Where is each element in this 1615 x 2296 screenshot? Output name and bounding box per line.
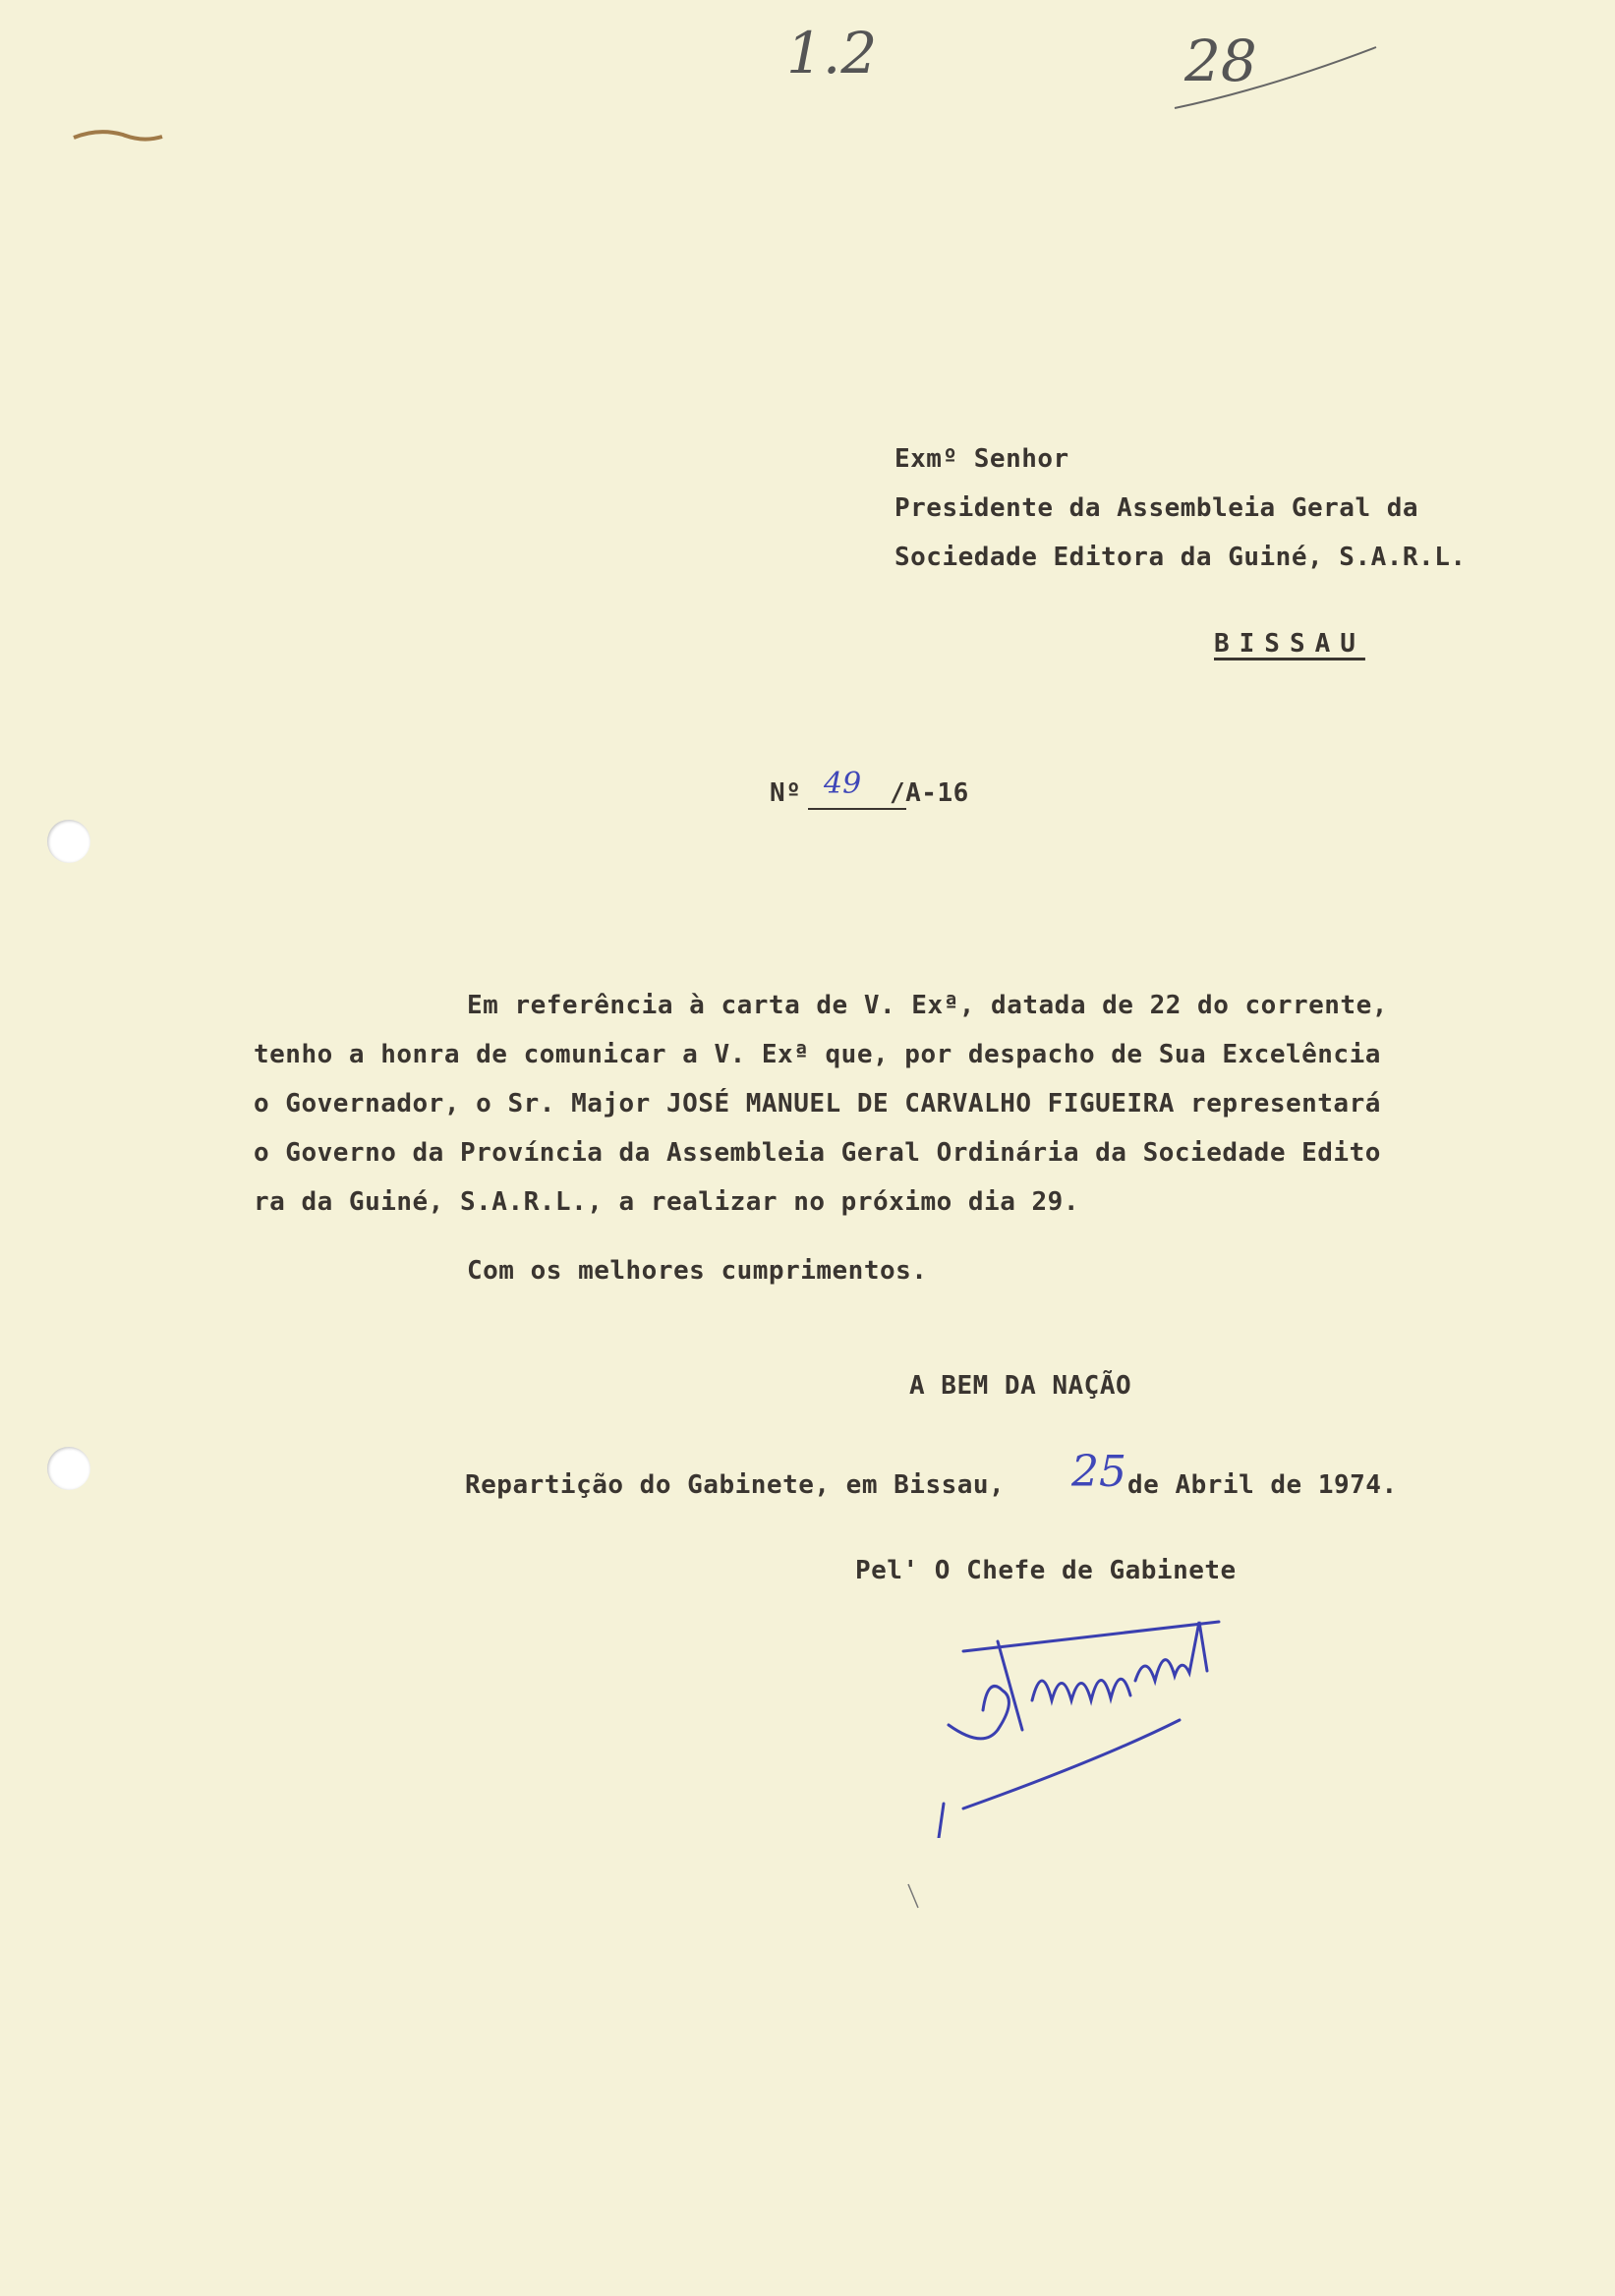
reference-number: 49: [824, 767, 862, 801]
staple-mark: [69, 123, 167, 152]
reference-number-line: [808, 808, 906, 810]
signer-title: Pel' O Chefe de Gabinete: [855, 1556, 1237, 1585]
addressee-city: BISSAU: [1214, 629, 1365, 659]
body-line-5: ra da Guiné, S.A.R.L., a realizar no próximo dia 29.: [254, 1187, 1079, 1217]
page-folio-number: 28: [1184, 28, 1257, 94]
body-line-3: o Governador, o Sr. Major JOSÉ MANUEL DE CARVALHO FIGUEIRA representará: [254, 1089, 1381, 1119]
reference-prefix: Nº: [770, 778, 802, 808]
folio-stroke: [1170, 39, 1386, 118]
place-date-suffix: de Abril de 1974.: [1127, 1470, 1398, 1500]
body-line-2: tenho a honra de comunicar a V. Exª que, por despacho de Sua Excelência: [254, 1040, 1381, 1069]
small-mark: [904, 1882, 924, 1912]
closing-motto: A BEM DA NAÇÃO: [909, 1371, 1132, 1401]
reference-suffix: /A-16: [890, 778, 969, 808]
punch-hole-upper: [47, 820, 90, 863]
punch-hole-lower: [47, 1447, 90, 1490]
addressee-salutation: Exmº Senhor: [894, 444, 1069, 474]
body-line-4: o Governo da Província da Assembleia Geral Ordinária da Sociedade Edito: [254, 1138, 1381, 1168]
body-line-1: Em referência à carta de V. Exª, datada de 22 do corrente,: [467, 991, 1388, 1020]
addressee-organization: Sociedade Editora da Guiné, S.A.R.L.: [894, 543, 1467, 572]
place-date-prefix: Repartição do Gabinete, em Bissau,: [465, 1470, 1006, 1500]
greeting: Com os melhores cumprimentos.: [467, 1256, 928, 1286]
page-annotation-number: 1.2: [786, 20, 878, 86]
addressee-title: Presidente da Assembleia Geral da: [894, 493, 1419, 523]
signature: [924, 1582, 1298, 1838]
date-day: 25: [1071, 1447, 1126, 1497]
